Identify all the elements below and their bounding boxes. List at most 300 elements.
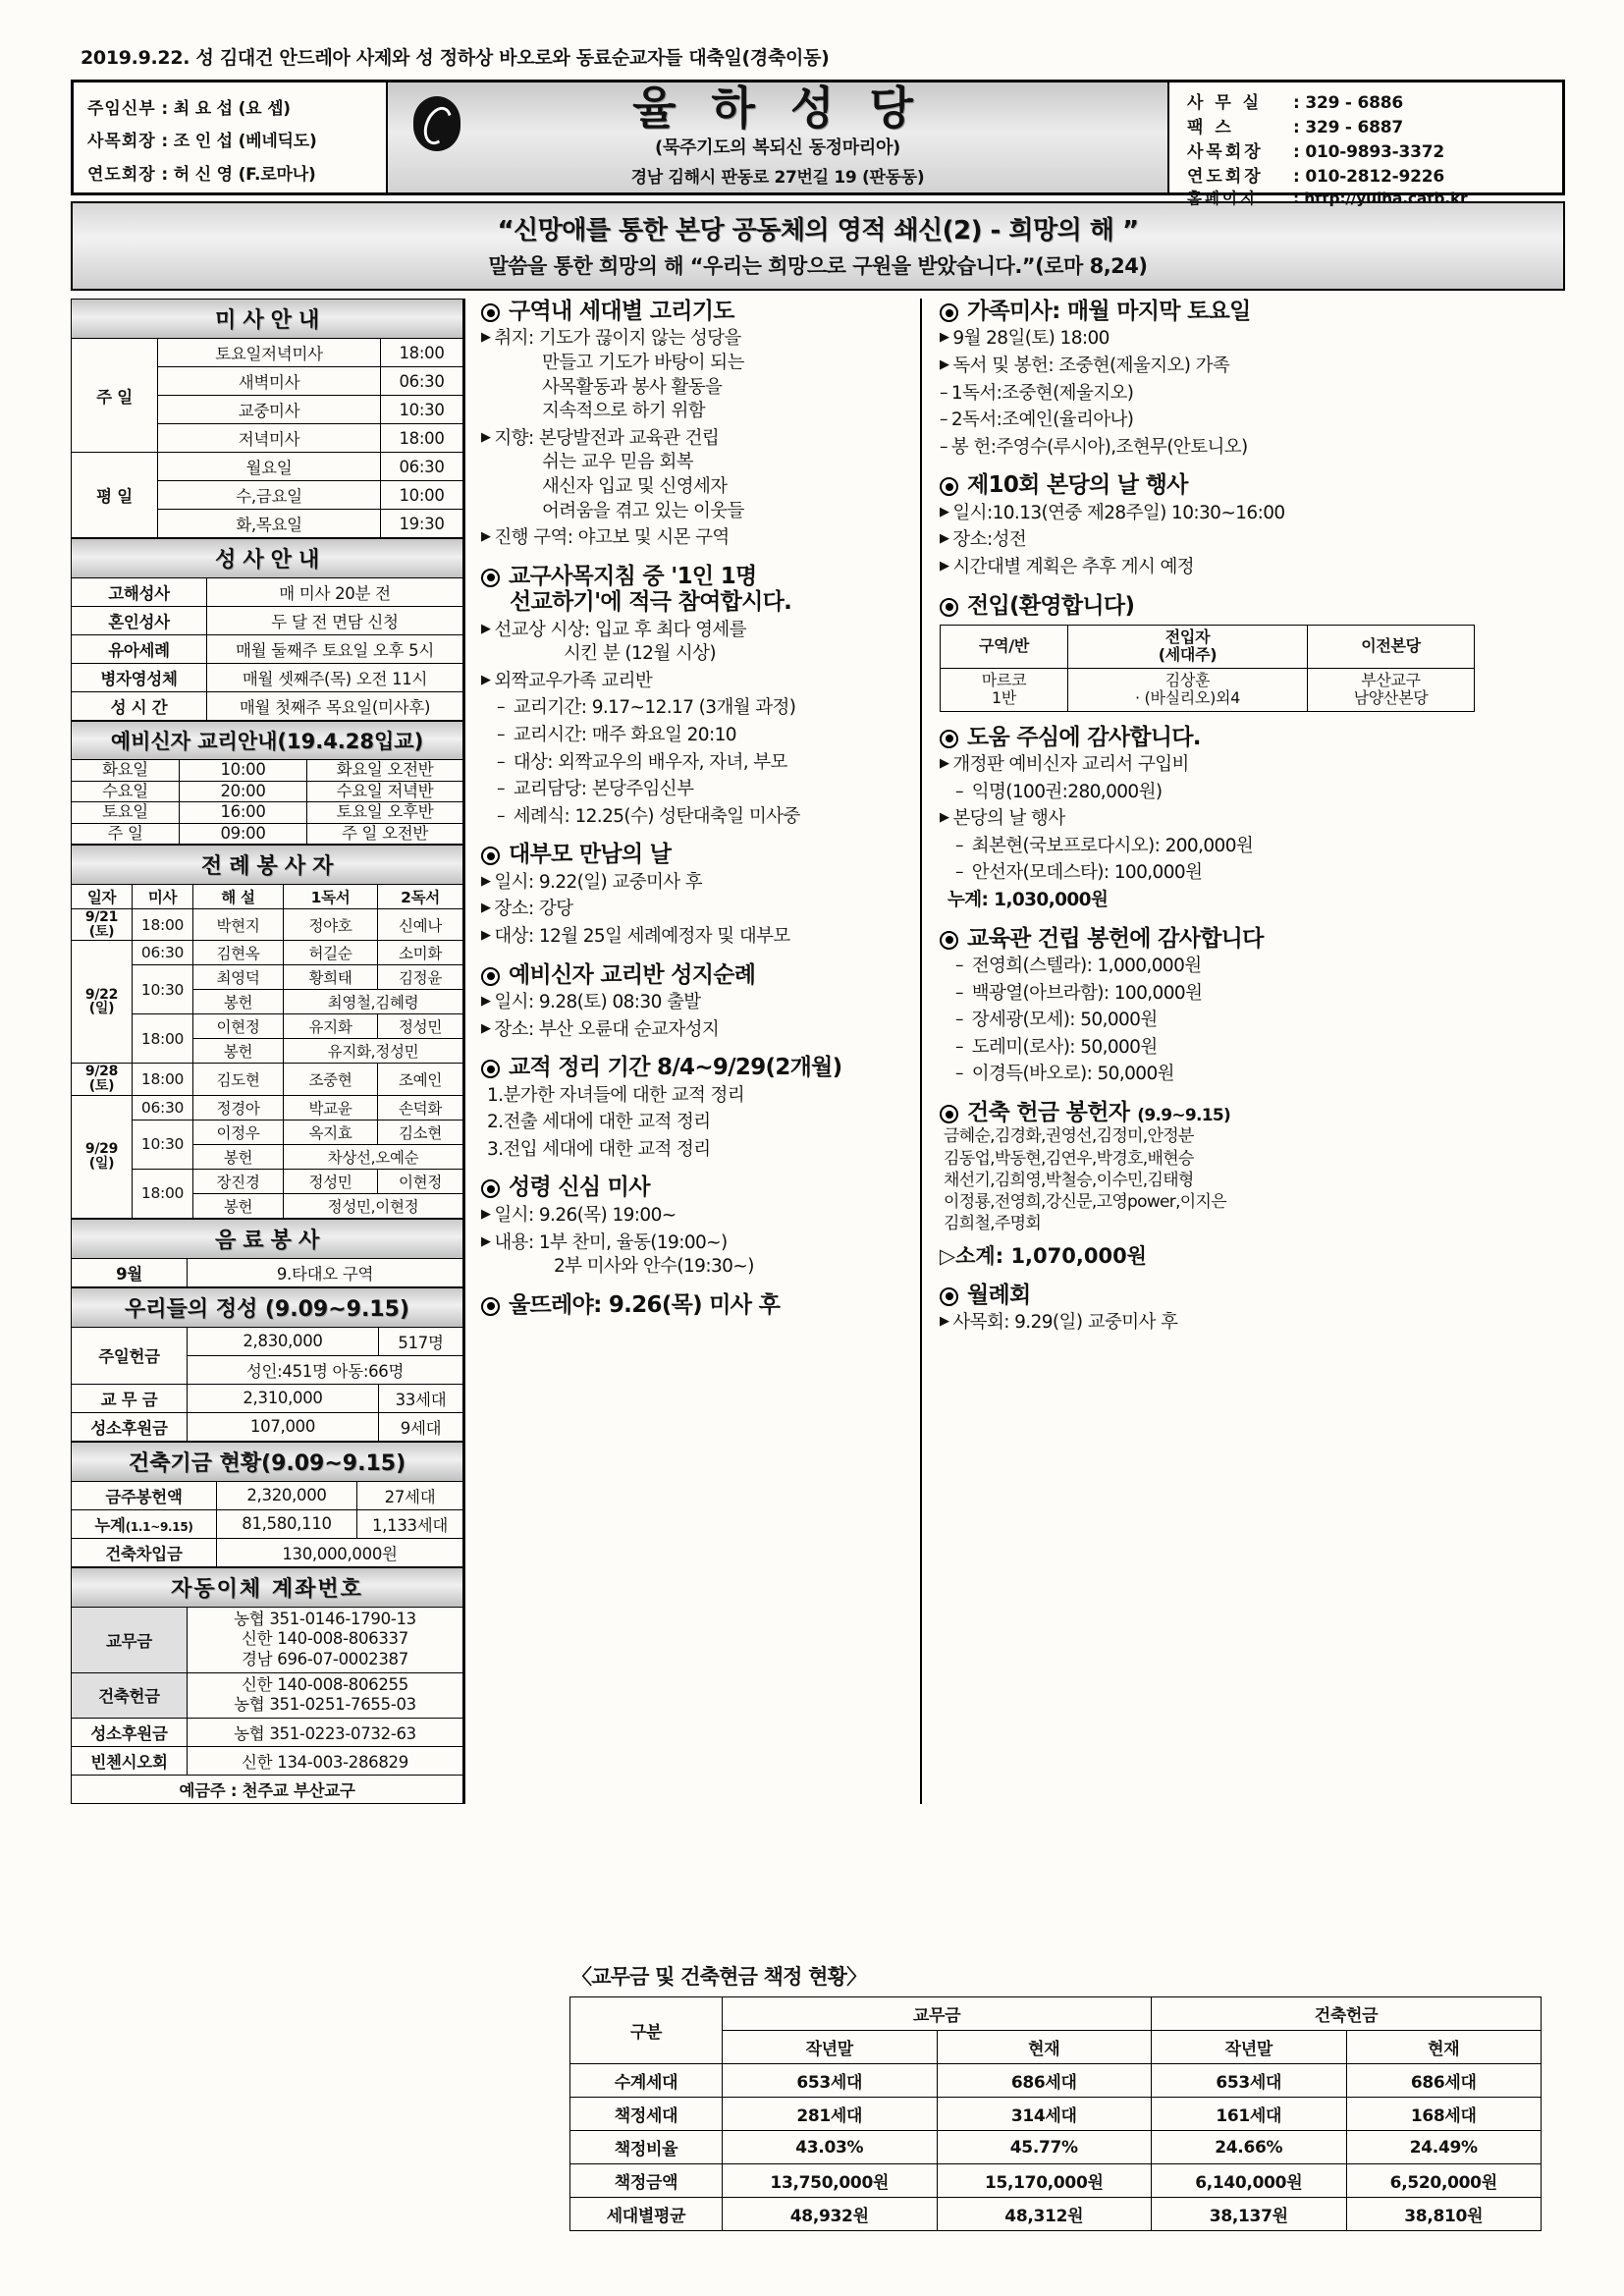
sacrament-table bbox=[71, 538, 463, 721]
contact-val: 010-2812-9226 bbox=[1305, 167, 1444, 187]
triangle-bullet-icon: ▶ bbox=[481, 873, 491, 889]
server-c1: 이현정 bbox=[193, 1014, 284, 1039]
server-offertory: 정성민,이현정 bbox=[284, 1193, 463, 1218]
triangle-bullet-icon: ▶ bbox=[940, 330, 949, 346]
server-c1: 봉헌 bbox=[193, 1144, 284, 1169]
server-date: 9/22 (일) bbox=[72, 941, 133, 1064]
clergy-row: 연도회장 : 허 신 영 (F.로마나) bbox=[87, 164, 316, 185]
servers-header: 1독서 bbox=[284, 885, 378, 909]
server-mass: 18:00 bbox=[133, 1169, 193, 1218]
account-key: 건축헌금 bbox=[72, 1672, 188, 1718]
triangle-bullet-icon: ▶ bbox=[940, 756, 949, 772]
transfer-zone: 마르코 1반 bbox=[941, 668, 1068, 711]
announcement-text: 전영희(스텔라): 1,000,000원 bbox=[971, 956, 1202, 977]
announcement-text: 일시: 9.26(목) 19:00~ bbox=[494, 1204, 677, 1226]
masthead-title-block bbox=[388, 82, 1169, 192]
transfer-in-table bbox=[940, 625, 1475, 712]
mass-time: 06:30 bbox=[381, 453, 463, 481]
announcement-line bbox=[940, 1036, 1475, 1061]
donor-subtotal-value: 1,070,000원 bbox=[1010, 1243, 1147, 1268]
contact-key: 홈페이지 bbox=[1187, 190, 1258, 207]
announcement-heading bbox=[481, 564, 920, 589]
announcement-block bbox=[481, 1292, 920, 1318]
announcement-text: 일시: 9.28(토) 08:30 출발 bbox=[494, 992, 701, 1013]
server-c3: 신예나 bbox=[378, 909, 463, 941]
dash-bullet-icon: – bbox=[955, 835, 968, 855]
server-c1: 장진경 bbox=[193, 1169, 284, 1193]
catechism-note: 화요일 오전반 bbox=[307, 760, 463, 782]
announcement-block bbox=[481, 299, 920, 551]
announcement-title: 예비신자 교리반 성지순례 bbox=[509, 961, 756, 988]
announcement-heading bbox=[940, 472, 1475, 498]
contact-row: 연도회장 : 010-2812-9226 bbox=[1187, 162, 1554, 187]
announcement-title: 울뜨레야: 9.26(목) 미사 후 bbox=[509, 1291, 781, 1318]
announcement-title: 성령 신심 미사 bbox=[509, 1175, 650, 1201]
server-c1: 봉헌 bbox=[193, 990, 284, 1014]
offering-key: 성소후원금 bbox=[72, 1412, 188, 1441]
server-offertory: 최영철,김혜령 bbox=[284, 990, 463, 1014]
clergy-val: 조 인 섭 (베네딕도) bbox=[173, 132, 317, 152]
announcement-line bbox=[940, 835, 1475, 859]
server-c3: 손덕화 bbox=[378, 1095, 463, 1120]
server-mass: 18:00 bbox=[133, 1014, 193, 1064]
server-c2: 정야호 bbox=[284, 909, 378, 941]
account-line: 농협 351-0223-0732-63 bbox=[188, 1718, 463, 1746]
announcement-line bbox=[481, 526, 920, 551]
triangle-bullet-icon: ▶ bbox=[481, 330, 491, 346]
announcement-text: 선교상 시상: 입교 후 최다 영세를 bbox=[494, 619, 746, 640]
slogan-line-2: 말씀을 통한 희망의 해 “우리는 희망으로 구원을 받았습니다.”(로마 8,24) bbox=[488, 254, 1148, 278]
circle-bullet-icon bbox=[940, 598, 958, 617]
server-mass: 18:00 bbox=[133, 1064, 193, 1095]
date-line: 2019.9.22. 성 김대건 안드레아 사제와 성 정하상 바오로와 동료순교자들 대축일(경축이동) bbox=[81, 47, 830, 69]
mass-time: 19:30 bbox=[381, 510, 463, 538]
announcement-text: 대상: 외짝교우의 배우자, 자녀, 부모 bbox=[513, 751, 787, 773]
budget-cell: 24.66% bbox=[1152, 2131, 1346, 2164]
server-c3: 조예인 bbox=[378, 1064, 463, 1095]
table-row bbox=[570, 2198, 1542, 2231]
announcement-line bbox=[940, 781, 1475, 805]
fund-key: 금주봉헌액 bbox=[72, 1481, 217, 1509]
donor-names-line: 금혜순,김경화,권영선,김정미,안정분 bbox=[944, 1126, 1194, 1147]
dash-bullet-icon: – bbox=[955, 1010, 968, 1030]
donor-names-line: 김희철,주명회 bbox=[944, 1213, 1042, 1233]
offering-count: 9세대 bbox=[379, 1412, 463, 1441]
circle-bullet-icon bbox=[481, 847, 500, 865]
sacrament-value: 두 달 전 면담 신청 bbox=[207, 607, 463, 635]
circle-bullet-icon bbox=[940, 931, 958, 950]
announcement-line bbox=[940, 409, 1475, 433]
contact-row-homepage[interactable]: 홈페이지 : http://yulha.catb.kr bbox=[1187, 187, 1554, 208]
server-c3: 이현정 bbox=[378, 1169, 463, 1193]
account-line: 경남 696-07-0002387 bbox=[242, 1650, 408, 1668]
announcement-line bbox=[481, 696, 920, 721]
triangle-bullet-icon: ▶ bbox=[481, 529, 491, 545]
announcement-block bbox=[481, 842, 920, 949]
column-divider bbox=[463, 299, 465, 1804]
table-row bbox=[72, 1064, 463, 1095]
accounts-table bbox=[71, 1567, 463, 1804]
contact-val: 010-9893-3372 bbox=[1305, 142, 1444, 162]
announcement-heading bbox=[940, 593, 1475, 619]
catechism-time: 16:00 bbox=[180, 802, 307, 824]
triangle-bullet-icon: ▶ bbox=[481, 621, 491, 636]
accounts-title: 자동이체 계좌번호 bbox=[72, 1567, 463, 1607]
announcement-title: 가족미사: 매월 마지막 토요일 bbox=[967, 299, 1251, 324]
contact-key: 사목회장 bbox=[1187, 142, 1264, 162]
budget-status-table bbox=[569, 1996, 1542, 2231]
announcement-line bbox=[940, 1311, 1475, 1336]
announcement-heading bbox=[481, 962, 920, 988]
announcement-line bbox=[481, 1138, 920, 1163]
account-line: 농협 351-0146-1790-13 bbox=[234, 1609, 416, 1628]
server-c1: 김현옥 bbox=[193, 941, 284, 965]
announcement-text: 시간대별 계획은 추후 게시 예정 bbox=[952, 557, 1195, 578]
announcement-text: 교리기간: 9.17~12.17 (3개월 과정) bbox=[513, 697, 796, 719]
budget-group-header-1: 교무금 bbox=[723, 1997, 1152, 2031]
building-fund-title: 건축기금 현황(9.09~9.15) bbox=[72, 1442, 463, 1481]
offering-note: 성인:451명 아동:66명 bbox=[188, 1355, 463, 1384]
announcement-text: 대상: 12월 25일 세례예정자 및 대부모 bbox=[494, 926, 790, 948]
table-row bbox=[941, 668, 1475, 711]
budget-cell: 314세대 bbox=[937, 2098, 1152, 2131]
masthead-clergy bbox=[74, 82, 388, 192]
announcement-text: 1.분가한 자녀들에 대한 교적 정리 bbox=[487, 1084, 745, 1106]
contact-row: 팩 스 : 329 - 6887 bbox=[1187, 113, 1554, 137]
server-c3: 김정윤 bbox=[378, 965, 463, 990]
accounts-footer: 예금주 : 천주교 부산교구 bbox=[72, 1775, 463, 1803]
mass-name: 저녁미사 bbox=[158, 424, 381, 453]
announcement-text: 장소: 강당 bbox=[494, 899, 573, 920]
budget-cell: 686세대 bbox=[1346, 2064, 1542, 2098]
server-date: 9/21 (토) bbox=[72, 909, 133, 941]
announcement-block bbox=[481, 1175, 920, 1279]
budget-status-section bbox=[569, 1959, 1542, 2231]
budget-row-label: 수계세대 bbox=[570, 2064, 723, 2098]
sacrament-value: 매월 첫째주 목요일(미사후) bbox=[207, 692, 463, 721]
server-c2: 정성민 bbox=[284, 1169, 378, 1193]
mass-name: 토요일저녁미사 bbox=[158, 339, 381, 367]
announcement-line bbox=[481, 751, 920, 776]
servers-header: 해 설 bbox=[193, 885, 284, 909]
announcement-text: 진행 구역: 야고보 및 시몬 구역 bbox=[494, 527, 730, 549]
catechism-time: 10:00 bbox=[180, 760, 307, 782]
announcement-block bbox=[940, 299, 1475, 460]
announcement-text: 1독서:조중현(제울지오) bbox=[950, 382, 1134, 404]
announcement-line bbox=[940, 955, 1475, 979]
account-numbers bbox=[188, 1672, 463, 1718]
announcement-text: 교리담당: 본당주임신부 bbox=[513, 779, 694, 800]
servers-header: 미사 bbox=[133, 885, 193, 909]
server-mass: 10:30 bbox=[133, 1120, 193, 1169]
offering-amount: 107,000 bbox=[188, 1412, 379, 1441]
announcement-line bbox=[940, 436, 1475, 461]
budget-cell: 15,170,000원 bbox=[937, 2164, 1152, 2198]
drink-zone: 9.타대오 구역 bbox=[188, 1258, 463, 1286]
announcement-text: 쉬는 교우 믿음 회복 bbox=[542, 452, 694, 473]
catechism-note: 토요일 오후반 bbox=[307, 802, 463, 824]
announcement-text: 안선자(모데스타): 100,000원 bbox=[971, 862, 1203, 884]
announcement-text: 내용: 1부 찬미, 율동(19:00~) bbox=[494, 1231, 728, 1253]
announcement-line bbox=[481, 724, 920, 748]
server-c1: 봉헌 bbox=[193, 1193, 284, 1218]
server-c2: 허길순 bbox=[284, 941, 378, 965]
sacrament-key: 병자영성체 bbox=[72, 664, 207, 692]
server-c1: 최영덕 bbox=[193, 965, 284, 990]
circle-bullet-icon bbox=[481, 1179, 500, 1198]
clergy-val: 허 신 영 (F.로마나) bbox=[173, 164, 316, 185]
announcement-text: 새신자 입교 및 신영세자 bbox=[542, 476, 728, 497]
announcement-line bbox=[940, 889, 1475, 913]
circle-bullet-icon bbox=[940, 1105, 958, 1123]
column-divider bbox=[920, 299, 922, 1804]
dash-bullet-icon: – bbox=[955, 956, 968, 976]
server-c1: 이정우 bbox=[193, 1120, 284, 1144]
offering-amount: 2,310,000 bbox=[188, 1384, 379, 1412]
budget-status-title: 〈교무금 및 건축현금 책정 현황〉 bbox=[571, 1965, 867, 1989]
budget-cell: 45.77% bbox=[937, 2131, 1152, 2164]
announcement-title-2: 선교하기'에 적극 참여합시다. bbox=[510, 589, 792, 616]
announcement-text: 2독서:조예인(율리아나) bbox=[950, 410, 1134, 431]
server-offertory: 유지화,정성민 bbox=[284, 1039, 463, 1064]
transfer-header: 구역/반 bbox=[941, 626, 1068, 669]
homepage-url[interactable]: http://yulha.catb.kr bbox=[1304, 190, 1468, 207]
announcement-title: 교구사목지침 중 '1인 1명 bbox=[509, 563, 757, 589]
table-row bbox=[72, 941, 463, 965]
account-line: 신한 134-003-286829 bbox=[188, 1746, 463, 1775]
budget-row-label-header: 구분 bbox=[570, 1997, 723, 2064]
server-c2: 조중현 bbox=[284, 1064, 378, 1095]
offering-count: 517명 bbox=[379, 1327, 463, 1355]
account-key: 성소후원금 bbox=[72, 1718, 188, 1746]
dash-bullet-icon: – bbox=[955, 781, 968, 801]
church-logo-icon bbox=[413, 96, 460, 151]
circle-bullet-icon bbox=[940, 730, 958, 748]
fund-key bbox=[72, 1509, 217, 1538]
budget-cell: 168세대 bbox=[1346, 2098, 1542, 2131]
table-row bbox=[570, 2098, 1542, 2131]
triangle-bullet-icon: ▶ bbox=[481, 1206, 491, 1222]
dash-bullet-icon: – bbox=[497, 697, 510, 718]
fund-key-sub: (1.1~9.15) bbox=[125, 1519, 193, 1534]
catechism-time: 20:00 bbox=[180, 781, 307, 802]
donor-subtotal bbox=[940, 1240, 1475, 1270]
announcement-text: 이경득(바오로): 50,000원 bbox=[971, 1064, 1174, 1085]
account-line: 농협 351-0251-7655-03 bbox=[234, 1695, 416, 1715]
announcement-line bbox=[481, 427, 920, 452]
dash-bullet-icon: – bbox=[497, 779, 510, 799]
announcement-line bbox=[940, 1009, 1475, 1033]
slogan-line-1: “신망애를 통한 본당 공동체의 영적 쇄신(2) - 희망의 해 ” bbox=[497, 216, 1139, 246]
server-c2: 옥지효 bbox=[284, 1120, 378, 1144]
fund-key: 건축차입금 bbox=[72, 1538, 217, 1566]
catechism-day: 수요일 bbox=[72, 781, 180, 802]
sacrament-value: 매 미사 20분 전 bbox=[207, 578, 463, 607]
announcement-text: 독서 및 봉헌: 조중현(제울지오) 가족 bbox=[952, 355, 1230, 377]
dash-bullet-icon: – bbox=[955, 1064, 968, 1084]
transfer-prev-parish: 부산교구 남양산본당 bbox=[1308, 668, 1475, 711]
triangle-bullet-icon: ▶ bbox=[481, 1020, 491, 1036]
contact-val: 329 - 6886 bbox=[1305, 93, 1404, 113]
triangle-bullet-icon: ▶ bbox=[481, 928, 491, 944]
server-c1: 봉헌 bbox=[193, 1039, 284, 1064]
announcement-line bbox=[481, 670, 920, 694]
announcement-heading bbox=[940, 1100, 1475, 1125]
announcement-text: 어려움을 겪고 있는 이웃들 bbox=[542, 500, 744, 521]
dash-bullet-icon: – bbox=[940, 410, 947, 430]
announcement-title: 건축 헌금 봉헌자 bbox=[967, 1100, 1130, 1126]
dash-bullet-icon: – bbox=[955, 982, 968, 1003]
clergy-key: 사목회장 bbox=[87, 132, 156, 152]
servers-title: 전 례 봉 사 자 bbox=[72, 846, 463, 885]
budget-row-label: 책정비율 bbox=[570, 2131, 723, 2164]
announcement-heading bbox=[481, 1055, 920, 1080]
announcement-text: 2.전출 세대에 대한 교적 정리 bbox=[487, 1112, 711, 1133]
budget-cell: 686세대 bbox=[937, 2064, 1152, 2098]
announcement-line bbox=[481, 619, 920, 643]
catechism-day: 토요일 bbox=[72, 802, 180, 824]
offering-title: 우리들의 정성 (9.09~9.15) bbox=[72, 1287, 463, 1327]
right-column bbox=[920, 299, 1475, 1804]
announcement-text: 백광열(아브라함): 100,000원 bbox=[971, 982, 1203, 1004]
announcement-block bbox=[940, 725, 1475, 913]
server-mass: 06:30 bbox=[133, 1095, 193, 1120]
account-key: 빈첸시오회 bbox=[72, 1746, 188, 1775]
transfer-header: 전입자 (세대주) bbox=[1068, 626, 1308, 669]
announcement-line bbox=[940, 502, 1475, 526]
sacrament-value: 매월 둘째주 토요일 오후 5시 bbox=[207, 635, 463, 664]
budget-group-header-2: 건축헌금 bbox=[1152, 1997, 1542, 2031]
server-c1: 정경아 bbox=[193, 1095, 284, 1120]
announcement-line bbox=[940, 382, 1475, 407]
announcement-title: 도움 주심에 감사합니다. bbox=[967, 724, 1201, 750]
announcement-text: 장소:성전 bbox=[952, 529, 1027, 551]
server-c3: 소미화 bbox=[378, 941, 463, 965]
budget-row-label: 책정세대 bbox=[570, 2098, 723, 2131]
announcement-title: 월례회 bbox=[967, 1282, 1031, 1308]
triangle-bullet-icon: ▶ bbox=[940, 559, 949, 574]
offering-key: 교 무 금 bbox=[72, 1384, 188, 1412]
server-c1: 김도현 bbox=[193, 1064, 284, 1095]
budget-cell: 6,520,000원 bbox=[1346, 2164, 1542, 2198]
mass-name: 월요일 bbox=[158, 453, 381, 481]
budget-sub-header: 현재 bbox=[1346, 2031, 1542, 2064]
catechism-note: 수요일 저녁반 bbox=[307, 781, 463, 802]
catechism-title: 예비신자 교리안내(19.4.28입교) bbox=[72, 722, 463, 760]
announcement-line bbox=[481, 1204, 920, 1229]
announcement-text: 봉 헌:주영수(루시아),조현무(안토니오) bbox=[950, 436, 1248, 458]
servers-table bbox=[71, 845, 463, 1219]
triangle-bullet-icon: ▶ bbox=[481, 672, 491, 687]
servers-header: 일자 bbox=[72, 885, 133, 909]
triangle-bullet-icon: ▶ bbox=[940, 1314, 949, 1330]
triangle-bullet-icon: ▶ bbox=[940, 504, 949, 519]
dash-bullet-icon: – bbox=[497, 751, 510, 772]
announcement-text: 장소: 부산 오륜대 순교자성지 bbox=[494, 1018, 720, 1040]
account-key: 교무금 bbox=[72, 1607, 188, 1672]
budget-sub-header: 작년말 bbox=[1152, 2031, 1346, 2064]
catechism-note: 주 일 오전반 bbox=[307, 823, 463, 845]
table-row bbox=[72, 909, 463, 941]
announcement-line bbox=[481, 805, 920, 830]
announcement-text: 3.전입 세대에 대한 교적 정리 bbox=[487, 1138, 711, 1160]
mass-schedule-title: 미 사 안 내 bbox=[72, 300, 463, 339]
dash-bullet-icon: – bbox=[940, 382, 947, 403]
dash-bullet-icon: – bbox=[955, 862, 968, 883]
announcement-line bbox=[481, 1018, 920, 1043]
table-row bbox=[570, 2131, 1542, 2164]
donor-names-line: 이정룡,전영희,강신문,고영power,이지은 bbox=[944, 1191, 1226, 1212]
mass-time: 06:30 bbox=[381, 367, 463, 396]
server-mass: 18:00 bbox=[133, 909, 193, 941]
announcement-block bbox=[940, 1283, 1475, 1336]
sacrament-key: 성 시 간 bbox=[72, 692, 207, 721]
clergy-key: 주임신부 bbox=[87, 99, 156, 120]
announcement-text: 지속적으로 하기 위함 bbox=[542, 401, 706, 422]
announcement-heading bbox=[940, 1283, 1475, 1308]
dash-bullet-icon: – bbox=[497, 805, 510, 826]
fund-count: 1,133세대 bbox=[357, 1509, 463, 1538]
server-c3: 김소현 bbox=[378, 1120, 463, 1144]
announcement-text: 만들고 기도가 바탕이 되는 bbox=[542, 353, 744, 374]
clergy-key: 연도회장 bbox=[87, 164, 156, 185]
announcement-text: 취지: 기도가 끊이지 않는 성당을 bbox=[494, 328, 741, 350]
mass-time: 10:30 bbox=[381, 396, 463, 424]
server-c1: 박현지 bbox=[193, 909, 284, 941]
mass-name: 수,금요일 bbox=[158, 481, 381, 510]
announcement-line bbox=[940, 807, 1475, 832]
sacrament-key: 고해성사 bbox=[72, 578, 207, 607]
announcement-line bbox=[940, 1063, 1475, 1087]
content-columns bbox=[71, 299, 1565, 1804]
announcement-title: 구역내 세대별 고리기도 bbox=[509, 299, 734, 324]
announcement-title: 제10회 본당의 날 행사 bbox=[967, 472, 1188, 499]
contact-key: 연도회장 bbox=[1187, 167, 1264, 187]
announcement-text: 외짝교우가족 교리반 bbox=[494, 670, 653, 691]
sacrament-key: 혼인성사 bbox=[72, 607, 207, 635]
triangle-bullet-icon: ▶ bbox=[481, 994, 491, 1010]
announcement-text: 세례식: 12.25(수) 성탄대축일 미사중 bbox=[513, 805, 800, 827]
offering-amount: 2,830,000 bbox=[188, 1327, 379, 1355]
table-row bbox=[570, 2064, 1542, 2098]
announcement-heading bbox=[940, 725, 1475, 750]
donor-subtotal-label: ▷소계: bbox=[940, 1243, 1004, 1268]
church-name: 율 하 성 당 bbox=[632, 82, 923, 135]
budget-cell: 653세대 bbox=[1152, 2064, 1346, 2098]
budget-cell: 38,810원 bbox=[1346, 2198, 1542, 2231]
table-row bbox=[570, 2164, 1542, 2198]
building-fund-table bbox=[71, 1442, 463, 1567]
dash-bullet-icon: – bbox=[497, 725, 510, 745]
announcement-title: 교적 정리 기간 8/4~9/29(2개월) bbox=[509, 1055, 842, 1081]
announcement-heading bbox=[940, 299, 1475, 324]
server-c2: 황희태 bbox=[284, 965, 378, 990]
announcement-text: 본당의 날 행사 bbox=[952, 808, 1065, 830]
masthead bbox=[71, 80, 1565, 207]
budget-cell: 281세대 bbox=[723, 2098, 938, 2131]
server-date: 9/28 (토) bbox=[72, 1064, 133, 1095]
circle-bullet-icon bbox=[481, 303, 500, 322]
catechism-day: 화요일 bbox=[72, 760, 180, 782]
announcement-line bbox=[940, 753, 1475, 778]
announcement-line bbox=[481, 991, 920, 1015]
announcement-line bbox=[481, 1084, 920, 1109]
contact-key: 사 무 실 bbox=[1187, 93, 1263, 113]
fund-count: 27세대 bbox=[357, 1481, 463, 1509]
announcement-text: 지향: 본당발전과 교육관 건립 bbox=[494, 427, 720, 449]
circle-bullet-icon bbox=[940, 1287, 958, 1306]
transfer-header: 이전본당 bbox=[1308, 626, 1475, 669]
